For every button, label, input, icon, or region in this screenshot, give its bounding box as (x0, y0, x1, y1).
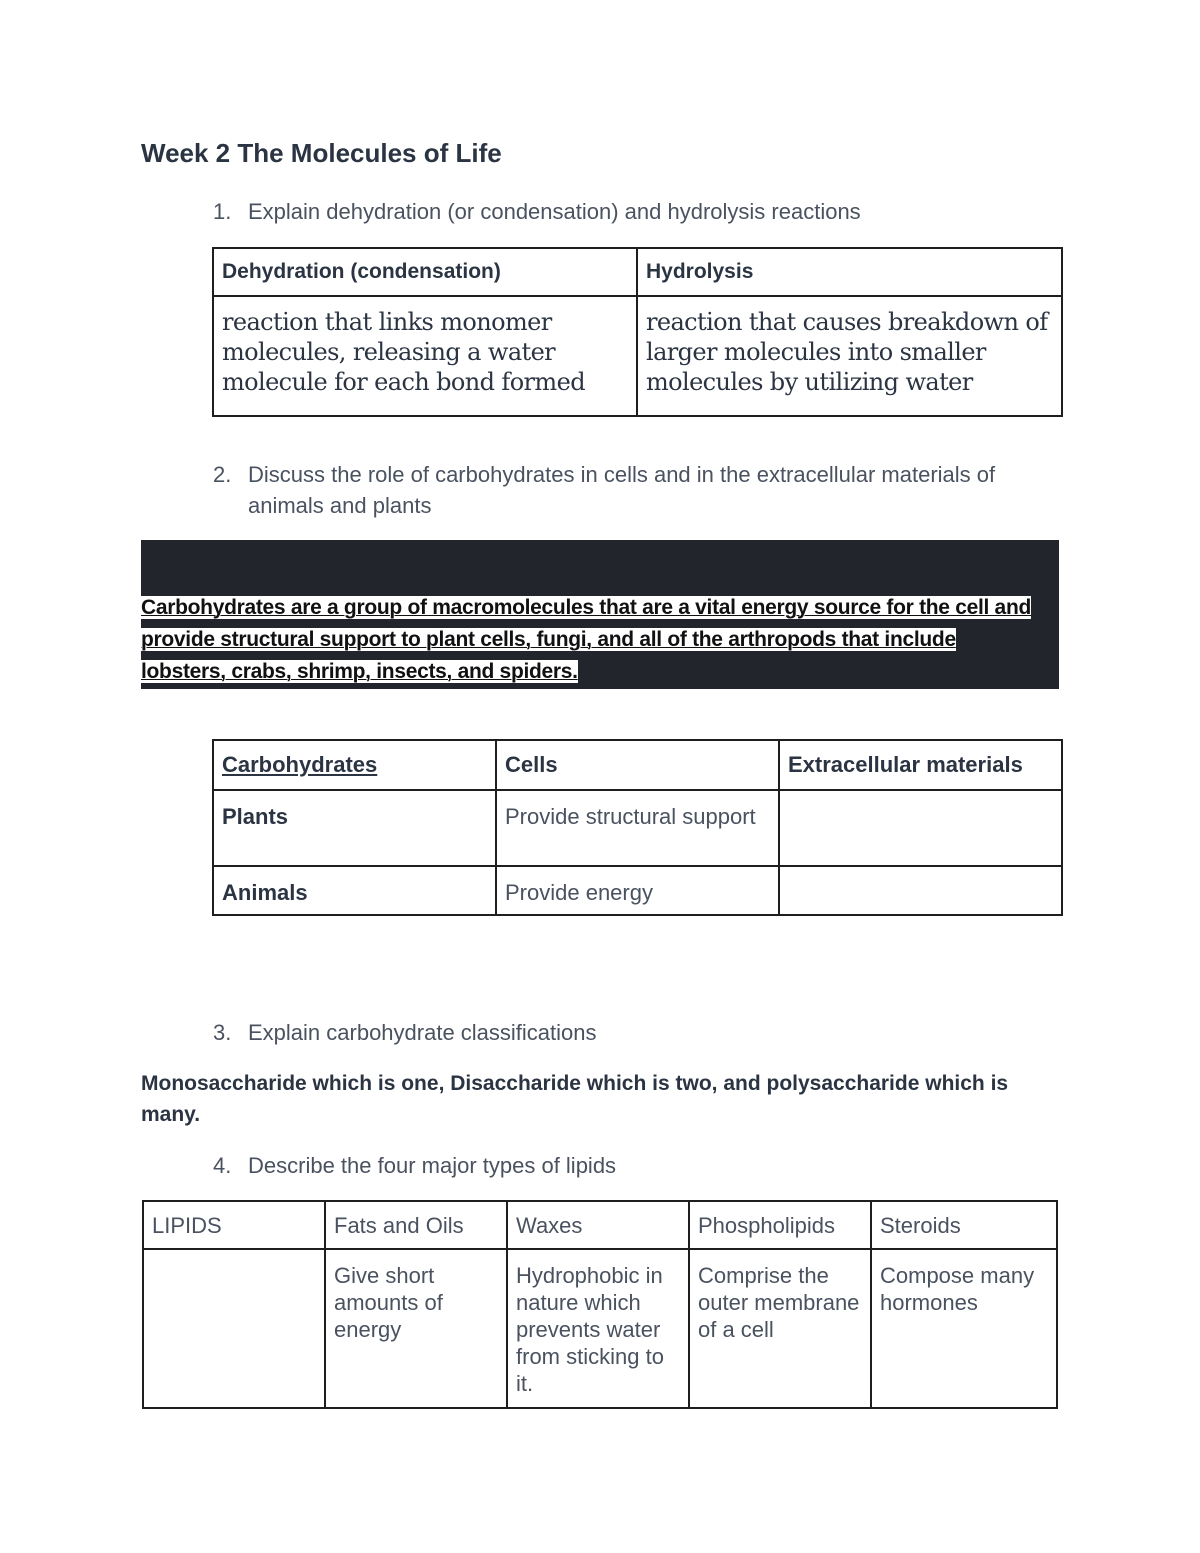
table-cell (779, 790, 1062, 866)
question-number: 3. (213, 1020, 232, 1045)
table-cell: Hydrophobic in nature which prevents water from sticking to it. (507, 1249, 689, 1408)
table-cell: Give short amounts of energy (325, 1249, 507, 1408)
table-cell: reaction that links monomer molecules, releasing a water molecule for each bond formed (213, 296, 637, 416)
dehydration-hydrolysis-table (212, 247, 1063, 417)
table-cell (779, 866, 1062, 915)
row-label: Plants (213, 790, 496, 866)
row-label: Animals (213, 866, 496, 915)
table-header: Cells (496, 740, 779, 790)
question-text: Explain dehydration (or condensation) and hydrolysis reactions (248, 199, 861, 224)
header-link-text: Carbohydrates (222, 752, 378, 777)
table-cell: Compose many hormones (871, 1249, 1057, 1408)
classification-answer: Monosaccharide which is one, Disaccharide which is two, and polysaccharide which is many. (141, 1072, 1009, 1126)
lipids-table (142, 1200, 1058, 1409)
carbohydrates-table (212, 739, 1063, 916)
question-2 (213, 459, 1113, 521)
table-header (213, 740, 496, 790)
question-text: Describe the four major types of lipids (248, 1153, 617, 1178)
question-text-line: animals and plants (248, 493, 432, 518)
table-header: Fats and Oils (325, 1201, 507, 1249)
page-title: Week 2 The Molecules of Life (141, 138, 502, 168)
table-header: LIPIDS (143, 1201, 325, 1249)
table-cell: Provide structural support (496, 790, 779, 866)
table-cell: Provide energy (496, 866, 779, 915)
table-cell: Comprise the outer membrane of a cell (689, 1249, 871, 1408)
answer-paragraph (141, 592, 1041, 688)
table-header: Dehydration (condensation) (213, 248, 637, 296)
highlighted-answer-text: Carbohydrates are a group of macromolecules that are a vital energy source for the cell and provide structural support to plant cells, fungi, and all of the arthropods that include lobsters, crabs, shrimp, insects, and spiders. (141, 596, 1031, 683)
question-number: 4. (213, 1153, 232, 1178)
table-header: Hydrolysis (637, 248, 1062, 296)
question-number: 1. (213, 199, 232, 224)
table-cell: reaction that causes breakdown of larger molecules into smaller molecules by utilizing water (637, 296, 1062, 416)
question-number: 2. (213, 462, 232, 487)
table-cell (143, 1249, 325, 1408)
table-header: Waxes (507, 1201, 689, 1249)
question-text-line: Discuss the role of carbohydrates in cells and in the extracellular materials of (248, 462, 996, 487)
table-header: Steroids (871, 1201, 1057, 1249)
table-header: Phospholipids (689, 1201, 871, 1249)
question-text: Explain carbohydrate classifications (248, 1020, 597, 1045)
table-header: Extracellular materials (779, 740, 1062, 790)
